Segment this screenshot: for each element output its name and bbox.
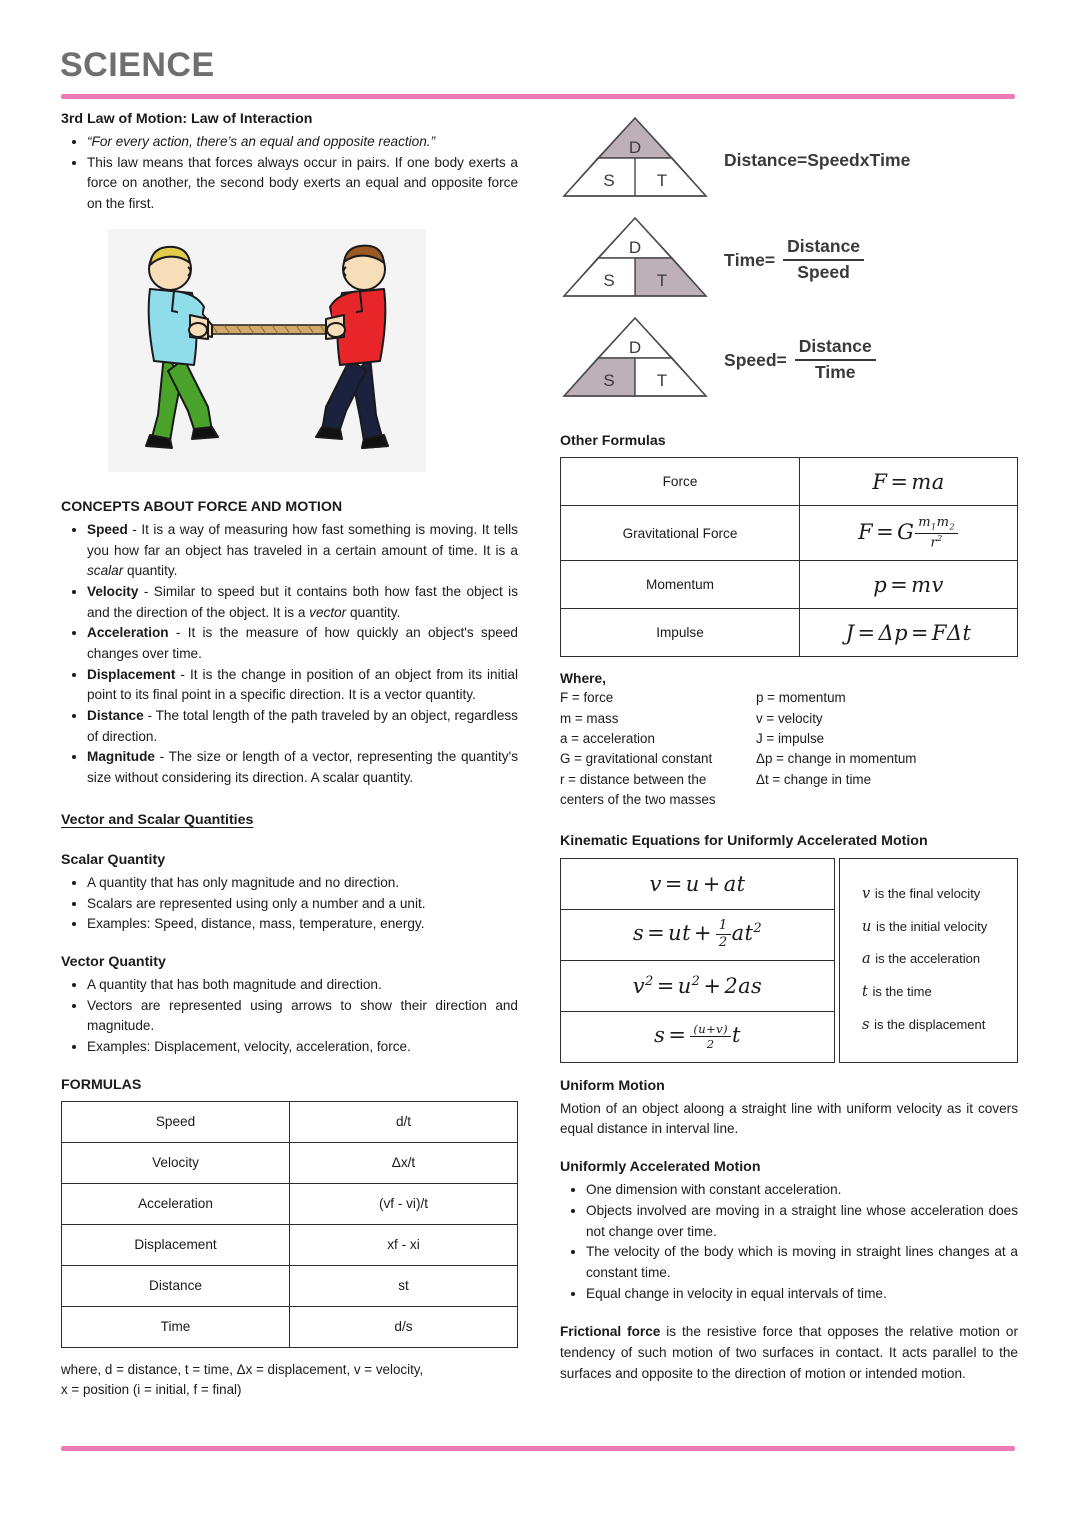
dst-fraction-numerator (795, 337, 876, 359)
list-item: • Scalars are represented using only a number and a unit. (87, 894, 518, 915)
formulas-table (61, 1101, 518, 1348)
concept-text-tail: quantity. (123, 563, 178, 579)
table-row (561, 506, 1018, 561)
dst-eq-equals: = (764, 249, 776, 270)
concepts-heading: CONCEPTS ABOUT FORCE AND MOTION (61, 498, 343, 515)
dst-cell-top: D (628, 138, 642, 157)
vector-scalar-heading: Vector and Scalar Quantities (61, 811, 254, 828)
definition-line (862, 949, 1007, 971)
list-item (87, 665, 518, 706)
dst-cell-right: T (656, 171, 668, 190)
concept-term: Speed (87, 521, 128, 537)
other-formula-label: Force (561, 458, 800, 506)
dst-eq-lead-rest: ime (734, 249, 765, 270)
dst-triangle-time (560, 214, 710, 306)
concept-term: Velocity (87, 583, 139, 599)
legend-line: Δp = change in momentum (756, 751, 917, 767)
legend-line: F = force (560, 690, 614, 706)
dst-eq-lead: T (724, 249, 735, 270)
dst-num-rest: istance (811, 336, 872, 357)
vector-quantity-list (61, 975, 518, 1058)
other-formula-equation (800, 458, 1018, 506)
dst-eq-lead-rest: istance (736, 149, 797, 170)
other-formulas-table (560, 457, 1018, 657)
concept-emphasis: vector (309, 604, 347, 620)
formula-value: d/s (290, 1306, 518, 1347)
legend-line: J = impulse (756, 730, 825, 746)
other-formula-label: Gravitational Force (561, 506, 800, 561)
dst-eq-lead: D (724, 149, 737, 170)
scalar-quantity-list (61, 873, 518, 935)
list-item: • This law means that forces always occur in pairs. If one body exerts a force on another, the second body exerts an equal and opposite force on the first. (87, 153, 518, 215)
dst-eq-num-rest: peed (818, 149, 860, 170)
header-rule (61, 94, 1015, 99)
definition-line (862, 884, 1007, 906)
dst-eq-lead: S (724, 349, 736, 370)
definition-symbol: a (862, 951, 871, 968)
list-item (87, 520, 518, 582)
formula-label: Velocity (62, 1142, 290, 1183)
concept-text: The size or length of a vector, representing the quantity's size without considering its direction. A scalar quantity. (87, 749, 518, 785)
definition-text: is the initial velocity (872, 918, 988, 934)
other-formulas-heading: Other Formulas (560, 433, 666, 449)
dst-num-lead: D (798, 336, 812, 357)
dst-fraction-numerator (783, 237, 864, 259)
dst-fraction-denominator (795, 359, 876, 383)
kinematics-heading: Kinematic Equations for Uniformly Accelerated Motion (560, 833, 928, 850)
concept-dash: - (154, 749, 169, 765)
list-item: • Examples: Speed, distance, mass, temperature, energy. (87, 914, 518, 935)
definition-symbol: u (862, 918, 872, 935)
concept-text-tail: quantity. (346, 604, 401, 620)
equation-force: F = ma (872, 469, 945, 494)
legend-line: Δt = change in time (756, 771, 872, 787)
frictional-force-term: Frictional force (560, 1324, 661, 1340)
formula-label: Time (62, 1306, 290, 1347)
equation-momentum: p = mv (873, 572, 944, 597)
legend-line: G = gravitational constant (560, 751, 713, 767)
dst-cell-left: S (603, 271, 615, 290)
dst-eq-num-lead: S (807, 149, 819, 170)
frictional-force-text: is the resistive force that opposes the relative motion or tendency of such motion of two surfaces in contact. It acts parallel to the surfaces and opposite to the direction of motion or intended motion. (560, 1324, 1018, 1381)
concepts-list (61, 520, 518, 789)
formulas-note-line2: x = position (i = initial, f = final) (61, 1381, 242, 1397)
footer-rule (61, 1446, 1015, 1451)
dst-triangle-speed (560, 314, 710, 406)
equation-impulse: J = Δp = FΔt (845, 620, 972, 645)
definition-text: is the acceleration (871, 951, 981, 967)
table-row (561, 1011, 835, 1062)
list-item (87, 706, 518, 747)
concept-dash: - (175, 666, 190, 682)
table-row (62, 1183, 518, 1224)
table-row (561, 909, 835, 960)
third-law-quote: “For every action, there’s an equal and opposite reaction.” (87, 134, 436, 150)
definition-symbol: t (862, 984, 868, 1001)
list-item: • Objects involved are moving in a straight line whose acceleration does not change over time. (586, 1201, 1018, 1242)
dst-eq-den-rest: ime (880, 149, 911, 170)
list-item (87, 747, 518, 788)
scalar-quantity-heading: Scalar Quantity (61, 851, 166, 868)
table-row (561, 960, 835, 1011)
other-formula-equation (800, 561, 1018, 609)
dst-eq-lead-rest: peed (735, 349, 777, 370)
list-item (87, 623, 518, 664)
definition-symbol: s (862, 1016, 870, 1033)
concept-term: Acceleration (87, 625, 169, 641)
right-column (560, 110, 1018, 1384)
legend-line: p = momentum (756, 690, 846, 706)
formula-label: Speed (62, 1101, 290, 1142)
left-column (61, 110, 518, 1400)
speed-distance-time-triangles (560, 110, 1018, 410)
formula-label: Distance (62, 1265, 290, 1306)
kinematics-equation-2: s = ut + $\frac{1}{2}$ $at^2$ (561, 909, 835, 960)
concept-text: Similar to speed but it contains both how fast the object is and the direction of the object. It is a (87, 583, 518, 620)
kinematics-equation-3: $v^2 = u^2 + 2as$ (561, 960, 835, 1011)
frictional-force-paragraph (560, 1322, 1018, 1384)
concept-text: It is the measure of how quickly an object's speed changes over time. (87, 625, 518, 661)
definition-line (862, 917, 1007, 939)
kinematics-equation-4: s = $\frac{(u+v)}{2}$ t (654, 1022, 741, 1052)
uniformly-accelerated-heading: Uniformly Accelerated Motion (560, 1159, 761, 1176)
formula-value: xf - xi (290, 1224, 518, 1265)
formula-label: Displacement (62, 1224, 290, 1265)
legend-line: m = mass (560, 710, 619, 726)
list-item: • A quantity that has both magnitude and direction. (87, 975, 518, 996)
kinematics-equations (560, 858, 835, 1063)
table-row (561, 858, 835, 909)
dst-num-rest: istance (799, 236, 861, 257)
list-item: • Examples: Displacement, velocity, acceleration, force. (87, 1037, 518, 1058)
uniform-motion-text: Motion of an object aloong a straight line with uniform velocity as it covers equal distance in interval line. (560, 1100, 1018, 1137)
formula-value: st (290, 1265, 518, 1306)
definition-text: is the time (868, 984, 932, 1000)
concept-text: The total length of the path traveled by an object, regardless of direction. (87, 707, 518, 744)
dst-den-rest: ime (825, 362, 856, 382)
list-item: • Equal change in velocity in equal intervals of time. (586, 1284, 1018, 1305)
concept-dash: - (127, 521, 142, 537)
dst-equation-time (724, 237, 864, 282)
dst-cell-right: T (656, 271, 668, 290)
dst-den-rest: peed (808, 262, 850, 282)
concept-term: Magnitude (87, 749, 155, 765)
list-item (87, 582, 518, 623)
dst-cell-left: S (603, 371, 615, 390)
concept-dash: - (143, 707, 156, 723)
where-legend (560, 688, 1018, 810)
where-legend-column-2 (756, 688, 1006, 810)
concept-dash: - (138, 583, 154, 599)
kinematics-equation-1: v = u + at (561, 858, 835, 909)
dst-eq-equals: = (796, 149, 808, 170)
dst-eq-den-lead: T (869, 149, 881, 170)
other-formula-label: Impulse (561, 609, 800, 657)
tug-of-war-illustration (108, 229, 426, 472)
dst-row-time (560, 210, 1018, 310)
dst-row-speed (560, 310, 1018, 410)
dst-row-distance (560, 110, 1018, 210)
dst-fraction-denominator (783, 259, 864, 283)
list-item: • A quantity that has only magnitude and no direction. (87, 873, 518, 894)
formula-value: Δx/t (290, 1142, 518, 1183)
formulas-note (61, 1360, 518, 1400)
legend-line: centers of the two masses (560, 792, 716, 808)
third-law-bullets (61, 132, 518, 215)
formulas-heading: FORMULAS (61, 1076, 142, 1093)
legend-line: v = velocity (756, 710, 823, 726)
dst-cell-right: T (656, 371, 668, 390)
dst-fraction (795, 337, 876, 382)
dst-num-lead: D (787, 236, 800, 257)
other-formula-label: Momentum (561, 561, 800, 609)
dst-eq-times: x (859, 149, 870, 170)
formula-label: Acceleration (62, 1183, 290, 1224)
definition-line (862, 1015, 1007, 1037)
third-law-heading: 3rd Law of Motion: Law of Interaction (61, 111, 313, 127)
dst-triangle-distance (560, 114, 710, 206)
other-formula-equation (800, 609, 1018, 657)
vector-quantity-heading: Vector Quantity (61, 953, 166, 970)
rope-icon (192, 325, 342, 334)
uniformly-accelerated-list (560, 1180, 1018, 1304)
definition-text: is the final velocity (871, 885, 981, 901)
kinematics-definitions (839, 858, 1018, 1063)
table-row (62, 1265, 518, 1306)
concept-term: Distance (87, 707, 144, 723)
definition-symbol: v (862, 885, 871, 902)
list-item (87, 132, 518, 153)
page-title: SCIENCE (60, 46, 215, 84)
legend-line: r = distance between the (560, 771, 707, 787)
equation-gravitational: F = G $\frac{m_1m_2}{r^2}$ (858, 520, 959, 544)
dst-cell-top: D (628, 338, 642, 357)
dst-cell-left: S (603, 171, 615, 190)
formula-value: d/t (290, 1101, 518, 1142)
dst-fraction (783, 237, 864, 282)
kinematics-table (560, 858, 1018, 1063)
table-row (561, 458, 1018, 506)
where-heading: Where, (560, 671, 606, 687)
dst-equation-distance (724, 150, 910, 171)
definition-text: is the displacement (870, 1016, 986, 1032)
table-row (62, 1224, 518, 1265)
concept-dash: - (168, 625, 188, 641)
table-row (561, 561, 1018, 609)
other-formula-equation (800, 506, 1018, 561)
concept-emphasis: scalar (87, 563, 124, 579)
uniform-motion-heading: Uniform Motion (560, 1077, 665, 1094)
definition-line (862, 982, 1007, 1004)
legend-line: a = acceleration (560, 730, 655, 746)
formulas-note-line1: where, d = distance, t = time, Δx = displacement, v = velocity, (61, 1361, 424, 1377)
dst-den-lead: S (797, 262, 809, 282)
list-item: • Vectors are represented using arrows to show their direction and magnitude. (87, 996, 518, 1037)
dst-eq-equals: = (776, 349, 787, 370)
dst-equation-speed (724, 337, 876, 382)
concept-text: It is the change in position of an object from its initial point to its final point in a specific direction. It is a vector quantity. (87, 666, 518, 703)
formula-value: (vf - vi)/t (290, 1183, 518, 1224)
where-legend-column-1 (560, 688, 756, 810)
list-item: • The velocity of the body which is moving in straight lines changes at a constant time. (586, 1242, 1018, 1283)
dst-cell-top: D (628, 238, 642, 257)
table-row (62, 1142, 518, 1183)
dst-den-lead: T (814, 362, 826, 382)
list-item: • One dimension with constant acceleration. (586, 1180, 1018, 1201)
table-row (62, 1306, 518, 1347)
table-row (561, 609, 1018, 657)
concept-text: It is a way of measuring how fast something is moving. It tells you how far an object has traveled in a certain amount of time. It is a (87, 521, 518, 558)
table-row (62, 1101, 518, 1142)
concept-term: Displacement (87, 666, 176, 682)
